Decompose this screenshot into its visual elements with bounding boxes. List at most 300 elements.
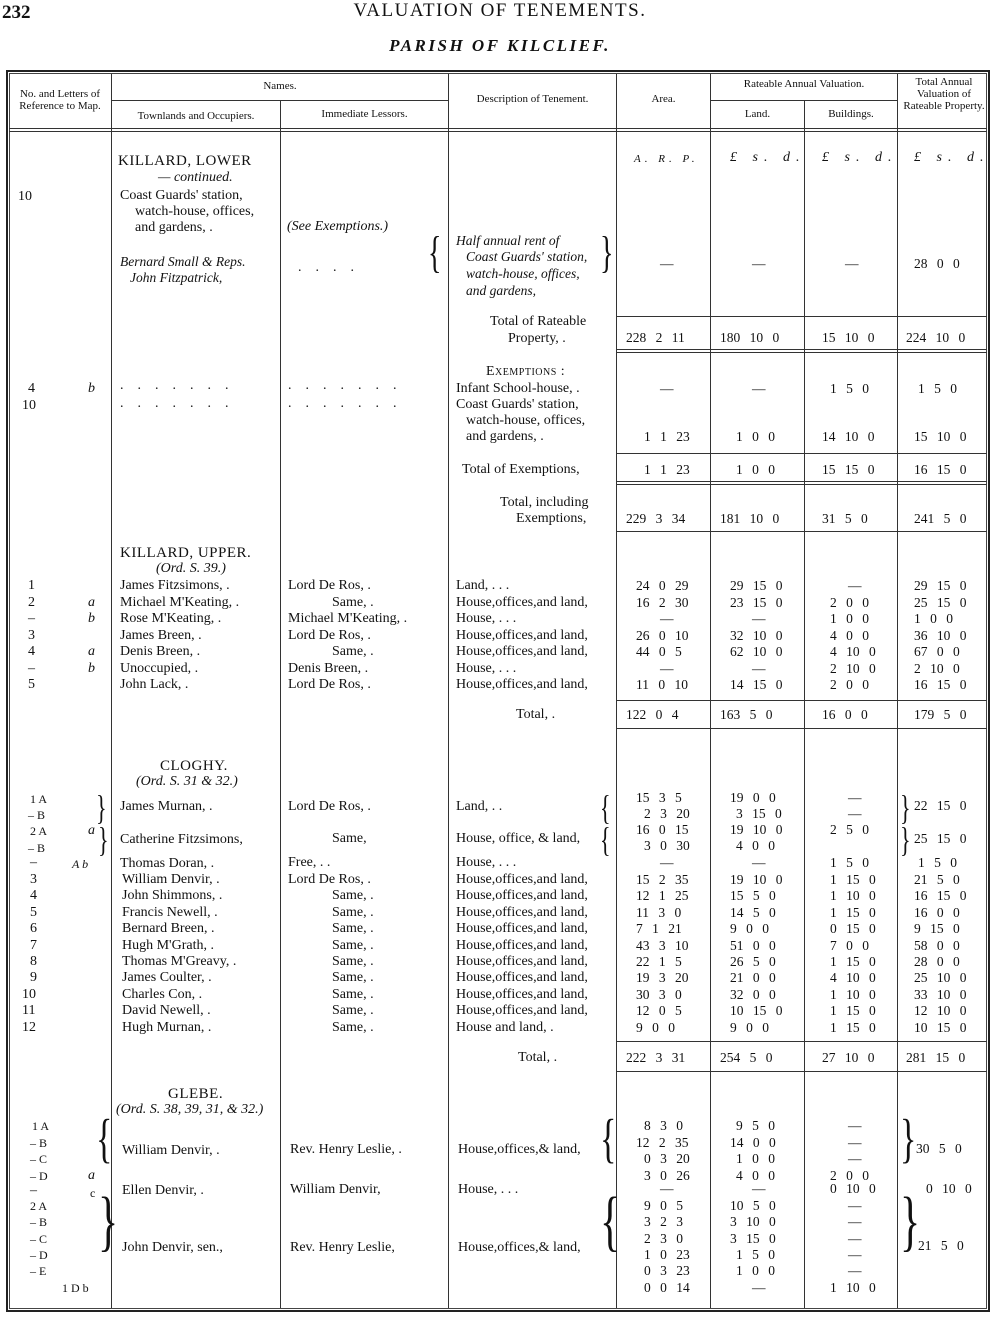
buildings-value: — <box>848 1214 862 1230</box>
occupier: Hugh Murnan, . <box>122 1019 212 1035</box>
buildings-value: 0 10 0 <box>830 1181 876 1196</box>
occupier: James Murnan, . <box>120 799 213 814</box>
occupier: Coast Guards' station, <box>120 188 243 203</box>
land-value: 1 0 0 <box>736 1263 775 1279</box>
occupier: Francis Newell, . <box>122 904 218 920</box>
total-label: Property, . <box>508 331 566 346</box>
description: watch-house, offices, <box>466 266 580 281</box>
total-value: 2 10 0 <box>914 660 960 676</box>
land-value: 4 0 0 <box>736 838 775 853</box>
occupier: John Lack, . <box>120 677 189 692</box>
description: Coast Guards' station, <box>466 249 588 264</box>
description: House,offices,and land, <box>456 937 588 953</box>
buildings-value: — <box>848 1134 862 1150</box>
leader-dots: .... <box>298 260 368 275</box>
description: House,offices,& land, <box>458 1142 581 1157</box>
lessor: Lord De Ros, . <box>288 799 371 814</box>
lessor: Same, . <box>332 937 374 953</box>
land-value: — <box>752 1181 766 1196</box>
total-value: 15 10 0 <box>914 429 967 444</box>
land-value: 1 5 0 <box>736 1246 775 1262</box>
area-value: 2 3 0 <box>644 1230 683 1246</box>
ref-number: 2 A <box>30 824 48 838</box>
description: House,offices,and land, <box>456 904 588 920</box>
total-area: 1 1 23 <box>644 462 690 477</box>
ordnance-sheet: (Ord. S. 38, 39, 31, & 32.) <box>116 1102 264 1117</box>
brace: { <box>428 228 442 279</box>
land-value: 21 0 0 <box>730 970 776 986</box>
description: House,offices,and land, <box>456 1003 588 1019</box>
total-total: 16 15 0 <box>914 462 967 477</box>
occupier: Bernard Breen, . <box>122 921 215 937</box>
ref-number: 1 A <box>30 792 48 806</box>
ref-number: – E <box>30 1264 47 1279</box>
total-label: Exemptions, <box>516 511 587 526</box>
area-value: 1 1 23 <box>644 429 690 444</box>
ref-number: – B <box>30 1135 48 1150</box>
ref-letter: a <box>88 644 95 659</box>
exemptions-heading: Exemptions : <box>486 364 566 379</box>
ref-number: 9 <box>30 970 37 986</box>
buildings-value: 1 15 0 <box>830 954 876 969</box>
total-value: 1 5 0 <box>918 381 957 396</box>
total-value: 30 5 0 <box>916 1141 962 1156</box>
buildings-value: 2 5 0 <box>830 822 869 837</box>
total-land: 181 10 0 <box>720 511 780 526</box>
total-value: 21 5 0 <box>918 1238 964 1253</box>
brace: } <box>900 1185 921 1260</box>
land-value: 4 0 0 <box>736 1167 775 1183</box>
ref-letter: b <box>88 660 95 676</box>
ref-number: – B <box>28 841 46 855</box>
description: and gardens, <box>466 283 536 298</box>
area-value: 3 2 3 <box>644 1214 683 1230</box>
buildings-value: 2 10 0 <box>830 660 876 676</box>
ref-number: – <box>30 1183 37 1198</box>
area-value: 0 0 14 <box>644 1279 690 1295</box>
total-buildings: 15 10 0 <box>822 330 875 345</box>
total-total: 241 5 0 <box>914 511 967 526</box>
lessor: Free, . . <box>288 855 331 870</box>
col-header-land: Land. <box>744 108 771 120</box>
ref-number: 4 <box>28 644 35 659</box>
total-value: 16 15 0 <box>914 677 967 692</box>
occupier: William Denvir, . <box>122 1143 220 1158</box>
land-value: — <box>752 1279 766 1295</box>
description: Infant School-house, . <box>456 381 580 396</box>
parish-title: PARISH OF KILCLIEF. <box>389 36 611 55</box>
leader-dots: ....... <box>288 396 411 411</box>
ref-letter: c <box>90 1186 96 1200</box>
total-value: 21 5 0 <box>914 872 960 887</box>
continued-note: — continued. <box>158 170 233 185</box>
ref-number: 1 A <box>32 1119 50 1133</box>
ref-number: 2 A <box>30 1199 48 1213</box>
total-label: Total, . <box>518 1050 558 1065</box>
description: House,offices,and land, <box>456 921 588 937</box>
total-area: 228 2 11 <box>626 330 685 345</box>
ref-number: 7 <box>30 937 37 953</box>
total-area: 122 0 4 <box>626 707 679 722</box>
land-value: 14 0 0 <box>730 1134 776 1150</box>
units-area: A. R. P. <box>634 153 699 165</box>
land-value: 23 15 0 <box>730 594 783 610</box>
leader-dots: ....... <box>120 378 243 393</box>
brace: } <box>600 228 614 279</box>
buildings-value: — <box>848 1230 862 1246</box>
total-value: 58 0 0 <box>914 937 960 953</box>
col-rule <box>897 74 898 1308</box>
lessor: Rev. Henry Leslie, . <box>290 1142 402 1157</box>
total-value: 0 10 0 <box>926 1181 972 1196</box>
total-land: 163 5 0 <box>720 707 773 722</box>
buildings-value: 2 0 0 <box>830 594 869 610</box>
area-value: 0 3 23 <box>644 1263 690 1279</box>
brace: } <box>900 787 911 828</box>
col-rule <box>804 100 805 1308</box>
buildings-value: 1 15 0 <box>830 1003 876 1019</box>
buildings-value: 2 0 0 <box>830 677 869 692</box>
ref-number: 2 <box>28 594 35 610</box>
ref-number: 11 <box>22 1003 36 1019</box>
area-value: — <box>660 660 674 676</box>
buildings-value: 1 0 0 <box>830 611 869 626</box>
buildings-value: 1 5 0 <box>830 381 869 396</box>
land-value: 14 5 0 <box>730 904 776 920</box>
description: House,offices,and land, <box>456 986 588 1002</box>
buildings-value: 1 10 0 <box>830 986 876 1002</box>
buildings-value: 1 10 0 <box>830 888 876 904</box>
land-value: 3 15 0 <box>730 1230 776 1246</box>
land-value: 26 5 0 <box>730 954 776 969</box>
area-value: 19 3 20 <box>636 970 689 986</box>
occupier: Rose M'Keating, . <box>120 611 222 626</box>
occupier: John Shimmons, . <box>122 888 223 904</box>
ref-number: – C <box>30 1231 48 1246</box>
buildings-value: — <box>848 1151 862 1166</box>
occupier: James Coulter, . <box>122 970 212 986</box>
buildings-value: 1 10 0 <box>830 1279 876 1295</box>
townland-killard-lower: KILLARD, LOWER <box>118 153 252 169</box>
col-header-description: Description of Tenement. <box>476 93 589 105</box>
lessor: Rev. Henry Leslie, <box>290 1240 395 1255</box>
land-value: 1 0 0 <box>736 1151 775 1166</box>
lessor: Same, . <box>332 921 374 937</box>
lessor: Lord De Ros, . <box>288 872 371 887</box>
total-value: 1 0 0 <box>914 611 953 626</box>
buildings-value: — <box>848 1118 862 1133</box>
area-value: 43 3 10 <box>636 937 689 953</box>
buildings-value: 4 0 0 <box>830 627 869 643</box>
land-value: — <box>752 855 766 870</box>
description: House, . . . <box>456 855 517 870</box>
area-value: 12 1 25 <box>636 888 689 904</box>
land-value: 32 0 0 <box>730 986 776 1002</box>
total-value: 12 10 0 <box>914 1003 967 1019</box>
occupier: Denis Breen, . <box>120 644 201 659</box>
total-total: 281 15 0 <box>906 1050 966 1065</box>
total-area: 229 3 34 <box>626 511 686 526</box>
total-value: 16 0 0 <box>914 904 960 920</box>
ref-letter: a <box>88 823 95 838</box>
buildings-value: 1 5 0 <box>830 855 869 870</box>
ref-number: 5 <box>28 677 35 692</box>
total-total: 224 10 0 <box>906 330 966 345</box>
description: House,offices,and land, <box>456 677 588 692</box>
total-value: 29 15 0 <box>914 578 967 593</box>
land-value: 19 0 0 <box>730 790 776 805</box>
brace: } <box>98 819 109 860</box>
total-land: 1 0 0 <box>736 462 775 477</box>
area-value: 15 2 35 <box>636 872 689 887</box>
area-value: 11 0 10 <box>636 677 688 692</box>
ref-letter: a <box>88 1168 95 1183</box>
page-header <box>0 0 1000 62</box>
buildings-value: 7 0 0 <box>830 937 869 953</box>
lessor: Same, . <box>332 1019 374 1035</box>
ref-number: 10 <box>22 398 36 413</box>
description: House, office, & land, <box>456 831 581 846</box>
occupier: James Fitzsimons, . <box>120 578 230 593</box>
ref-number: 3 <box>28 627 35 643</box>
lessor: Denis Breen, . <box>288 660 369 676</box>
ref-letter: a <box>88 594 95 610</box>
total-value: 22 15 0 <box>914 798 967 813</box>
total-label: Total of Rateable <box>490 314 587 329</box>
units-land: £ s. d. <box>730 150 806 165</box>
col-header-names: Names. <box>263 80 297 92</box>
ref-number: 8 <box>30 954 37 969</box>
buildings-value: — <box>848 1263 862 1279</box>
lessor: Michael M'Keating, . <box>288 611 408 626</box>
land-value: — <box>752 660 766 676</box>
land-value: 10 15 0 <box>730 1003 783 1019</box>
area-value: 12 0 5 <box>636 1003 682 1019</box>
description: Land, . . . <box>456 578 510 593</box>
buildings-value: 4 10 0 <box>830 970 876 986</box>
lessor: Same, . <box>332 954 374 969</box>
leader-dots: ....... <box>120 396 243 411</box>
land-value: 51 0 0 <box>730 937 776 953</box>
area-value: 44 0 5 <box>636 644 682 659</box>
townland-glebe: GLEBE. <box>168 1086 224 1102</box>
total-value: 33 10 0 <box>914 986 967 1002</box>
land-value: 14 15 0 <box>730 677 783 692</box>
occupier: watch-house, offices, <box>135 204 255 219</box>
brace: } <box>98 1185 119 1260</box>
land-value: 3 10 0 <box>730 1214 776 1230</box>
description: House, . . . <box>458 1182 519 1197</box>
ref-number: – C <box>30 1152 48 1166</box>
occupier: John Fitzpatrick, <box>130 270 223 285</box>
ref-number: 1 D b <box>62 1280 89 1295</box>
total-label: Total, including <box>500 495 589 510</box>
lessor: Same, . <box>332 594 374 610</box>
ordnance-sheet: (Ord. S. 31 & 32.) <box>136 774 238 789</box>
total-buildings: 16 0 0 <box>822 707 868 722</box>
col-header-ref: No. and Letters of Reference to Map. <box>19 88 101 112</box>
total-buildings: 15 15 0 <box>822 462 875 477</box>
occupier: David Newell, . <box>122 1003 211 1019</box>
ref-number: – D <box>30 1247 48 1262</box>
total-value: 28 0 0 <box>914 256 960 271</box>
description: House,offices,and land, <box>456 594 588 610</box>
ref-number: 6 <box>30 921 37 937</box>
brace: } <box>900 1110 917 1170</box>
occupier: Unoccupied, . <box>120 660 199 676</box>
brace: { <box>96 1110 113 1170</box>
col-header-area: Area. <box>651 93 676 105</box>
area-value: 9 0 5 <box>644 1198 683 1213</box>
col-header-buildings: Buildings. <box>828 108 874 120</box>
ref-number: 5 <box>30 904 37 920</box>
occupier: Michael M'Keating, . <box>120 594 240 610</box>
land-value: 19 10 0 <box>730 872 783 887</box>
page-title: VALUATION OF TENEMENTS. <box>353 0 647 21</box>
description: House,offices,and land, <box>456 644 588 659</box>
total-value: 25 15 0 <box>914 594 967 610</box>
ref-number: – <box>30 855 37 870</box>
col-rule <box>710 74 711 1308</box>
total-label: Total of Exemptions, <box>462 462 580 477</box>
area-value: 22 1 5 <box>636 954 682 969</box>
total-value: 36 10 0 <box>914 627 967 643</box>
lessor: Same, . <box>332 1003 374 1019</box>
lessor: William Denvir, <box>290 1182 381 1197</box>
occupier: Bernard Small & Reps. <box>120 254 246 269</box>
description: Half annual rent of <box>456 233 560 248</box>
col-header-rateable: Rateable Annual Valuation. <box>743 78 865 90</box>
lessor: Same, . <box>332 986 374 1002</box>
area-value: 16 0 15 <box>636 822 689 837</box>
area-value: — <box>660 855 674 870</box>
land-value: 15 5 0 <box>730 888 776 904</box>
total-label: Total, . <box>516 707 556 722</box>
area-value: 0 3 20 <box>644 1151 690 1166</box>
area-value: 24 0 29 <box>636 578 689 593</box>
col-rule <box>280 100 281 1308</box>
ref-number: – B <box>28 808 46 822</box>
description: House,offices,and land, <box>456 627 588 643</box>
buildings-value: 1 15 0 <box>830 872 876 887</box>
col-header-total: Total Annual Valuation of Rateable Property. <box>903 76 985 112</box>
total-value: 25 10 0 <box>914 970 967 986</box>
description: House, . . . <box>456 660 517 676</box>
ref-letter: A b <box>72 857 89 871</box>
total-value: 1 5 0 <box>918 855 957 870</box>
occupier: Charles Con, . <box>122 986 203 1002</box>
occupier: James Breen, . <box>120 627 202 643</box>
land-value: 32 10 0 <box>730 627 783 643</box>
header-rule <box>710 100 897 101</box>
page-number: 232 <box>2 2 31 23</box>
total-value: 10 15 0 <box>914 1019 967 1035</box>
area-value: 11 3 0 <box>636 904 682 920</box>
land-value: 29 15 0 <box>730 578 783 593</box>
brace: { <box>600 787 611 828</box>
ref-letter: b <box>88 381 95 396</box>
total-value: 25 15 0 <box>914 831 967 846</box>
area-value: 8 3 0 <box>644 1118 683 1133</box>
ref-number: – D <box>30 1168 48 1183</box>
occupier: William Denvir, . <box>122 872 220 887</box>
area-value: — <box>660 611 674 626</box>
buildings-value: 14 10 0 <box>822 429 875 444</box>
land-value: 19 10 0 <box>730 822 783 837</box>
land-value: 9 5 0 <box>736 1118 775 1133</box>
buildings-value: 1 15 0 <box>830 904 876 920</box>
total-land: 254 5 0 <box>720 1050 773 1065</box>
leader-dots: ....... <box>288 378 411 393</box>
occupier: Ellen Denvir, . <box>122 1183 204 1198</box>
description: House and land, . <box>456 1019 554 1035</box>
header-rule <box>111 100 448 101</box>
buildings-value: 2 0 0 <box>830 1167 869 1183</box>
ref-number: 12 <box>22 1019 36 1035</box>
buildings-value: — <box>848 790 862 805</box>
total-value: 67 0 0 <box>914 644 960 659</box>
header-rule <box>9 131 987 132</box>
units-total: £ s. d. <box>914 150 990 165</box>
total-value: 28 0 0 <box>914 954 960 969</box>
description: House,offices,and land, <box>456 970 588 986</box>
area-value: 2 3 20 <box>644 806 690 821</box>
land-value: — <box>752 611 766 626</box>
occupier: Thomas Doran, . <box>120 856 215 871</box>
townland-cloghy: CLOGHY. <box>160 758 228 774</box>
area-value: 3 0 30 <box>644 838 690 853</box>
brace: { <box>600 1110 617 1170</box>
ordnance-sheet: (Ord. S. 39.) <box>156 561 226 576</box>
col-header-occupiers: Townlands and Occupiers. <box>137 110 255 122</box>
lessor: Same, <box>332 831 367 846</box>
description: House, . . . <box>456 611 517 626</box>
lessor: Lord De Ros, . <box>288 578 371 593</box>
area-value: 30 3 0 <box>636 986 682 1002</box>
description: Coast Guards' station, <box>456 397 579 412</box>
description: watch-house, offices, <box>466 413 586 428</box>
buildings-value: — <box>848 1246 862 1262</box>
col-rule <box>448 74 449 1308</box>
brace: { <box>600 819 611 860</box>
total-value: 9 15 0 <box>914 921 960 937</box>
area-value: 7 1 21 <box>636 921 682 937</box>
area-value: 12 2 35 <box>636 1134 689 1150</box>
buildings-value: — <box>848 1198 862 1213</box>
land-value: 9 0 0 <box>730 921 769 937</box>
land-value: 1 0 0 <box>736 429 775 444</box>
lessor: Same, . <box>332 904 374 920</box>
area-value: — <box>660 1181 674 1196</box>
land-value: 10 5 0 <box>730 1198 776 1213</box>
area-value: 16 2 30 <box>636 594 689 610</box>
lessor: Same, . <box>332 970 374 986</box>
brace: } <box>96 787 107 828</box>
description: Land, . . <box>456 799 503 814</box>
land-value: 9 0 0 <box>730 1019 769 1035</box>
occupier: Hugh M'Grath, . <box>122 937 214 953</box>
lessor-note: (See Exemptions.) <box>287 219 389 234</box>
ref-number: 3 <box>30 872 37 887</box>
ref-number: 10 <box>18 189 32 204</box>
brace: { <box>600 1185 621 1260</box>
description: and gardens, . <box>466 429 544 444</box>
total-area: 222 3 31 <box>626 1050 686 1065</box>
area-value: 15 3 5 <box>636 790 682 805</box>
ref-letter: b <box>88 611 95 626</box>
land-value: 3 15 0 <box>736 806 782 821</box>
description: House,offices,and land, <box>456 888 588 904</box>
